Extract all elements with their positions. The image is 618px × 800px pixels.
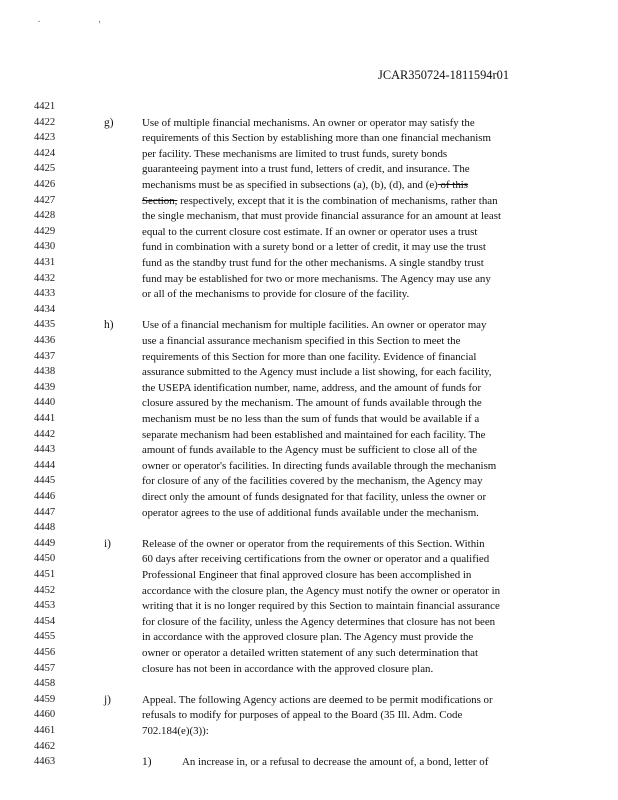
- line-text-content: equal to the current closure cost estimate. If an owner or operator uses a trust: [142, 225, 478, 238]
- document-line: [0, 147, 618, 161]
- line-text: [142, 116, 475, 130]
- document-line: [0, 194, 618, 208]
- document-line: [0, 724, 618, 738]
- document-line: [0, 552, 618, 566]
- line-number: 4441: [34, 413, 56, 424]
- document-line: [0, 708, 618, 722]
- line-text-content: 60 days after receiving certifications from the owner or operator and a qualified: [142, 553, 490, 566]
- line-number: 4442: [34, 428, 56, 440]
- line-number: 4438: [34, 366, 56, 378]
- document-line: [0, 474, 618, 488]
- line-text: [142, 194, 498, 208]
- document-id: JCAR350724-1811594r01: [378, 68, 510, 82]
- line-text: [142, 568, 471, 582]
- line-text: [142, 209, 501, 223]
- line-text-content: use a financial assurance mechanism specified in this Section to meet the: [142, 335, 461, 347]
- line-number: 4445: [34, 475, 56, 487]
- line-text: [142, 350, 476, 364]
- line-text-content: requirements of this Section by establishing more than one financial mechanism: [142, 132, 492, 145]
- line-text-content: requirements of this Section for more than one facility. Evidence of financial: [142, 350, 477, 363]
- line-number: 4456: [34, 647, 56, 658]
- document-line: [0, 677, 618, 691]
- item-label: 1): [142, 756, 152, 769]
- document-line: [0, 693, 618, 707]
- scan-marks: . ,: [38, 14, 129, 24]
- line-text: [142, 365, 492, 379]
- line-text-content: assurance submitted to the Agency must include a list showing, for each facility,: [142, 366, 492, 379]
- line-number: 4423: [34, 132, 56, 144]
- document-line: [0, 662, 618, 676]
- line-text: [142, 225, 477, 239]
- line-text-content: closure assured by the mechanism. The amount of funds available through the: [142, 397, 482, 410]
- line-number: 4437: [34, 350, 56, 362]
- line-text: [142, 272, 491, 286]
- line-text-content: or all of the mechanisms to provide for closure of the facility.: [142, 288, 410, 301]
- line-number: 4427: [34, 194, 56, 206]
- subsection-label: h): [104, 319, 114, 332]
- line-text: [142, 428, 486, 442]
- struck-text: of this: [437, 179, 469, 191]
- document-line: [0, 443, 618, 457]
- document-line: [0, 303, 618, 317]
- line-number: 4432: [34, 272, 56, 284]
- line-text-content: Use of a financial mechanism for multiple facilities. An owner or operator may: [142, 319, 487, 332]
- document-line: [0, 256, 618, 270]
- document-line: [0, 459, 618, 473]
- line-number: 4425: [34, 163, 56, 175]
- line-number: 4453: [34, 600, 56, 612]
- line-number: 4458: [34, 678, 56, 690]
- line-text: [142, 240, 486, 254]
- line-text: [142, 147, 447, 161]
- line-text-content: accordance with the closure plan, the Agency must notify the owner or operator in: [142, 584, 501, 597]
- line-text: [142, 381, 481, 395]
- line-text-content: Professional Engineer that final approved closure has been accomplished in: [142, 569, 472, 581]
- line-text-content: per facility. These mechanisms are limited to trust funds, surety bonds: [142, 147, 448, 160]
- document-line: [0, 162, 618, 176]
- line-number: 4450: [34, 553, 56, 565]
- line-number: 4431: [34, 257, 56, 268]
- line-text: [142, 256, 484, 270]
- document-line: [0, 755, 618, 769]
- document-line: [0, 646, 618, 660]
- line-number: 4435: [34, 319, 56, 331]
- line-number: 4463: [34, 756, 56, 768]
- document-line: [0, 365, 618, 379]
- line-text: [142, 318, 486, 332]
- line-text-content: separate mechanism had been established and maintained for each facility. The: [142, 428, 486, 441]
- line-number: 4426: [34, 179, 56, 190]
- line-text-content: 702.184(e)(3)):: [142, 725, 209, 737]
- document-line: [0, 740, 618, 754]
- line-text-content: owner or operator's facilities. In directing funds available through the mechanism: [142, 459, 497, 472]
- line-number: 4457: [34, 662, 56, 674]
- document-line: [0, 318, 618, 332]
- struck-text: Section,: [142, 194, 178, 207]
- line-number: 4462: [34, 740, 56, 752]
- line-text: [142, 662, 433, 676]
- line-number: 4439: [34, 381, 56, 393]
- line-text: [142, 412, 479, 426]
- line-number: 4434: [34, 303, 56, 315]
- line-number: 4446: [34, 491, 56, 502]
- line-text-content: fund as the standby trust fund for the other mechanisms. A single standby trust: [142, 257, 484, 269]
- line-text-content: Use of multiple financial mechanisms. An owner or operator may satisfy the: [142, 116, 475, 129]
- line-text-content: for closure of the facility, unless the Agency determines that closure has not been: [142, 615, 496, 628]
- line-text-content: direct only the amount of funds designated for that facility, unless the owner or: [142, 491, 487, 503]
- document-line: [0, 334, 618, 348]
- document-line: [0, 131, 618, 145]
- line-text-content: Appeal. The following Agency actions are deemed to be permit modifications or: [142, 693, 493, 706]
- line-text: [142, 537, 485, 551]
- document-line: [0, 116, 618, 130]
- document-line: [0, 521, 618, 535]
- line-text-content: writing that it is no longer required by this Section to maintain financial assurance: [142, 600, 500, 613]
- line-text: [142, 334, 460, 348]
- line-text: [142, 162, 470, 176]
- line-text-content: owner or operator a detailed written statement of any such determination that: [142, 647, 478, 659]
- document-line: [0, 381, 618, 395]
- line-text: [142, 693, 493, 707]
- line-number: 4451: [34, 569, 56, 580]
- document-line: [0, 100, 618, 114]
- document-line: [0, 568, 618, 582]
- line-text: [142, 599, 500, 613]
- line-number: 4424: [34, 147, 56, 159]
- line-text-content: Release of the owner or operator from the requirements of this Section. Within: [142, 537, 485, 550]
- document-line: [0, 287, 618, 301]
- line-text-content: amount of funds available to the Agency must be sufficient to close all of the: [142, 444, 477, 457]
- line-number: 4447: [34, 506, 56, 518]
- line-text: [142, 178, 468, 192]
- line-text-content: fund may be established for two or more mechanisms. The Agency may use any: [142, 272, 491, 285]
- line-number: 4444: [34, 459, 56, 471]
- document-line: [0, 209, 618, 223]
- line-text: [142, 646, 478, 660]
- line-text: [142, 131, 491, 145]
- line-text-content: fund in combination with a surety bond or a letter of credit, it may use the trust: [142, 241, 486, 254]
- line-number: 4433: [34, 288, 56, 300]
- document-line: [0, 630, 618, 644]
- document-line: [0, 240, 618, 254]
- line-text-content: closure has not been in accordance with the approved closure plan.: [142, 662, 434, 675]
- line-number: 4461: [34, 725, 56, 736]
- line-number: 4421: [34, 101, 56, 112]
- line-text: [142, 630, 473, 644]
- line-text-content: the single mechanism, that must provide financial assurance for an amount at least: [142, 210, 501, 223]
- document-line: [0, 350, 618, 364]
- line-text-content: in accordance with the approved closure plan. The Agency must provide the: [142, 631, 474, 644]
- document-line: [0, 396, 618, 410]
- line-text: [142, 396, 482, 410]
- line-number: 4430: [34, 241, 56, 253]
- line-text: [142, 584, 500, 598]
- line-number: 4449: [34, 537, 56, 549]
- document-line: [0, 225, 618, 239]
- line-number: 4436: [34, 335, 56, 346]
- line-text: [142, 443, 477, 457]
- line-text: [142, 459, 496, 473]
- line-text: [142, 287, 409, 301]
- line-text-content: respectively, except that it is the combination of mechanisms, rather than: [177, 194, 498, 207]
- line-number: 4428: [34, 210, 56, 222]
- document-line: [0, 272, 618, 286]
- line-text-content: for closure of any of the facilities covered by the mechanism, the Agency may: [142, 475, 483, 488]
- line-number: 4440: [34, 397, 56, 409]
- line-number: 4454: [34, 615, 56, 627]
- line-text: [142, 724, 209, 738]
- line-number: 4455: [34, 631, 56, 643]
- subsection-label: i): [104, 537, 111, 550]
- line-number: 4452: [34, 584, 56, 596]
- document-line: [0, 599, 618, 613]
- line-text-content: the USEPA identification number, name, address, and the amount of funds for: [142, 381, 482, 394]
- document-line: [0, 490, 618, 504]
- line-text-content: refusals to modify for purposes of appeal to the Board (35 Ill. Adm. Code: [142, 709, 463, 722]
- line-number: 4443: [34, 444, 56, 456]
- line-text: [142, 708, 462, 722]
- document-line: [0, 506, 618, 520]
- subsection-label: j): [104, 693, 111, 706]
- document-line: [0, 178, 618, 192]
- line-text: [142, 474, 483, 488]
- document-line: [0, 537, 618, 551]
- line-text-content: An increase in, or a refusal to decrease the amount of, a bond, letter of: [182, 756, 489, 769]
- document-line: [0, 428, 618, 442]
- line-number: 4459: [34, 693, 56, 705]
- line-number: 4429: [34, 225, 56, 237]
- line-text: [142, 506, 479, 520]
- line-text: [182, 755, 488, 769]
- line-text: [142, 615, 495, 629]
- line-text: [142, 552, 489, 566]
- line-text-content: operator agrees to the use of additional funds available under the mechanism.: [142, 506, 479, 519]
- line-number: 4448: [34, 522, 56, 534]
- subsection-label: g): [104, 116, 114, 129]
- line-text-content: guaranteeing payment into a trust fund, letters of credit, and insurance. The: [142, 163, 470, 176]
- line-number: 4460: [34, 709, 56, 721]
- line-text-content: mechanism must be no less than the sum of funds that would be available if a: [142, 413, 480, 425]
- document-line: [0, 412, 618, 426]
- line-number: 4422: [34, 116, 56, 128]
- line-text-content: mechanisms must be as specified in subsections (a), (b), (d), and (e): [142, 179, 438, 191]
- document-line: [0, 584, 618, 598]
- document-line: [0, 615, 618, 629]
- line-text: [142, 490, 486, 504]
